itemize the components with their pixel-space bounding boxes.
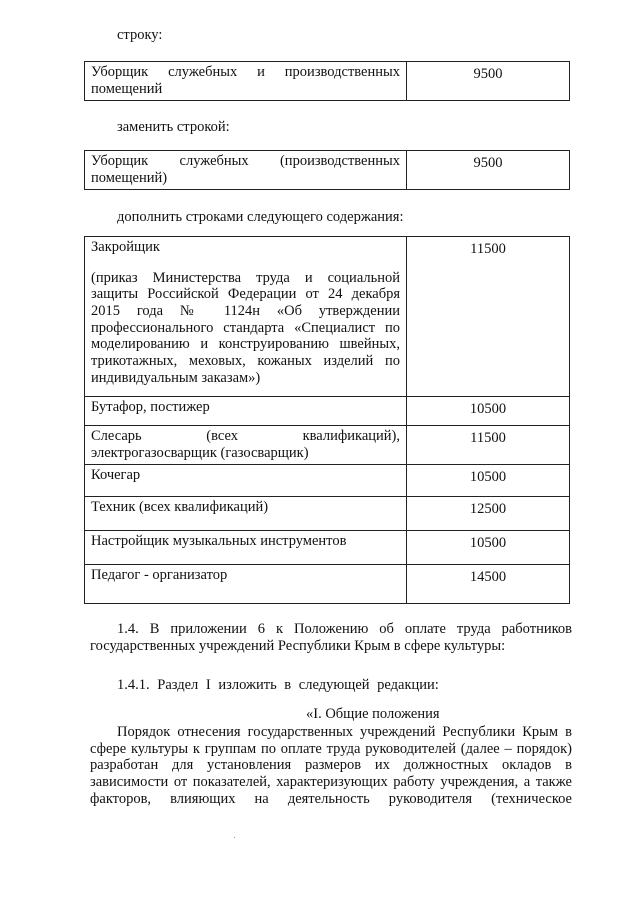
table-replace-to — [84, 150, 570, 190]
table-row — [85, 397, 570, 426]
body-line: Порядок отнесения государственных учреждений Республики Крым в — [117, 724, 572, 740]
order-reference-line: защиты Российской Федерации от 24 декабря — [91, 286, 400, 303]
position-name: Закройщик — [91, 239, 160, 255]
table-replace-from — [84, 61, 570, 101]
position-name-line: Уборщик служебных и производственных — [91, 64, 400, 80]
position-cell: Бутафор, постижер — [85, 397, 407, 426]
position-cell: Кочегар — [85, 465, 407, 497]
position-name-line: электрогазосварщик (газосварщик) — [91, 444, 309, 461]
salary-cell: 10500 — [407, 531, 570, 565]
intro-text-1: строку: — [117, 27, 163, 43]
salary-cell: 10500 — [407, 397, 570, 426]
table-row — [85, 62, 570, 101]
position-cell: Техник (всех квалификаций) — [85, 497, 407, 531]
table-row — [85, 426, 570, 465]
body-line: разработан для установления размеров их должностных окладов в — [90, 757, 572, 774]
position-cell — [85, 237, 407, 397]
position-cell — [85, 62, 407, 101]
salary-cell: 9500 — [407, 151, 570, 190]
salary-cell: 9500 — [407, 62, 570, 101]
position-cell — [85, 151, 407, 190]
table-row — [85, 497, 570, 531]
order-reference-line: профессионального стандарта «Специалист по — [91, 319, 400, 336]
scan-speck — [234, 837, 235, 838]
section-heading: «I. Общие положения — [306, 706, 440, 722]
salary-cell: 11500 — [407, 237, 570, 397]
body-line: сфере культуры к группам по оплате труда руководителей (далее – порядок) — [90, 740, 572, 757]
body-line: факторов, влияющих на деятельность руководителя (техническое — [90, 790, 572, 807]
position-cell: Педагог - организатор — [85, 565, 407, 604]
salary-cell: 10500 — [407, 465, 570, 497]
order-reference-line: моделированию и конструированию швейных, — [91, 336, 400, 353]
salary-cell: 12500 — [407, 497, 570, 531]
table-row — [85, 151, 570, 190]
position-name-line: помещений — [91, 80, 163, 97]
position-cell — [85, 426, 407, 465]
order-reference-line: (приказ Министерства труда и социальной — [91, 269, 400, 286]
clause-1-4-line: государственных учреждений Республики Крым в сфере культуры: — [90, 637, 506, 654]
table-row — [85, 565, 570, 604]
position-cell: Настройщик музыкальных инструментов — [85, 531, 407, 565]
table-row — [85, 237, 570, 397]
salary-cell: 14500 — [407, 565, 570, 604]
order-reference-line: трикотажных, меховых, кожаных изделий по — [91, 353, 400, 370]
intro-text-3: дополнить строками следующего содержания: — [117, 209, 404, 225]
table-additions — [84, 236, 570, 604]
body-paragraph — [90, 724, 572, 807]
order-reference-line: 2015 года № 1124н «Об утверждении — [91, 303, 400, 320]
intro-text-2: заменить строкой: — [117, 119, 230, 135]
clause-1-4-line: 1.4. В приложении 6 к Положению об оплате труда работников — [117, 621, 572, 637]
position-name-line: Слесарь (всех квалификаций), — [91, 428, 400, 444]
position-name-line: помещений) — [91, 169, 168, 186]
salary-cell: 11500 — [407, 426, 570, 465]
order-reference-line: индивидуальным заказам») — [91, 369, 261, 386]
clause-1-4-1: 1.4.1. Раздел I изложить в следующей редакции: — [117, 677, 439, 693]
position-name-line: Уборщик служебных (производственных — [91, 153, 400, 169]
table-row — [85, 531, 570, 565]
table-row — [85, 465, 570, 497]
body-line: зависимости от показателей, характеризующих работу учреждения, а также — [90, 774, 572, 791]
clause-1-4 — [90, 621, 572, 654]
